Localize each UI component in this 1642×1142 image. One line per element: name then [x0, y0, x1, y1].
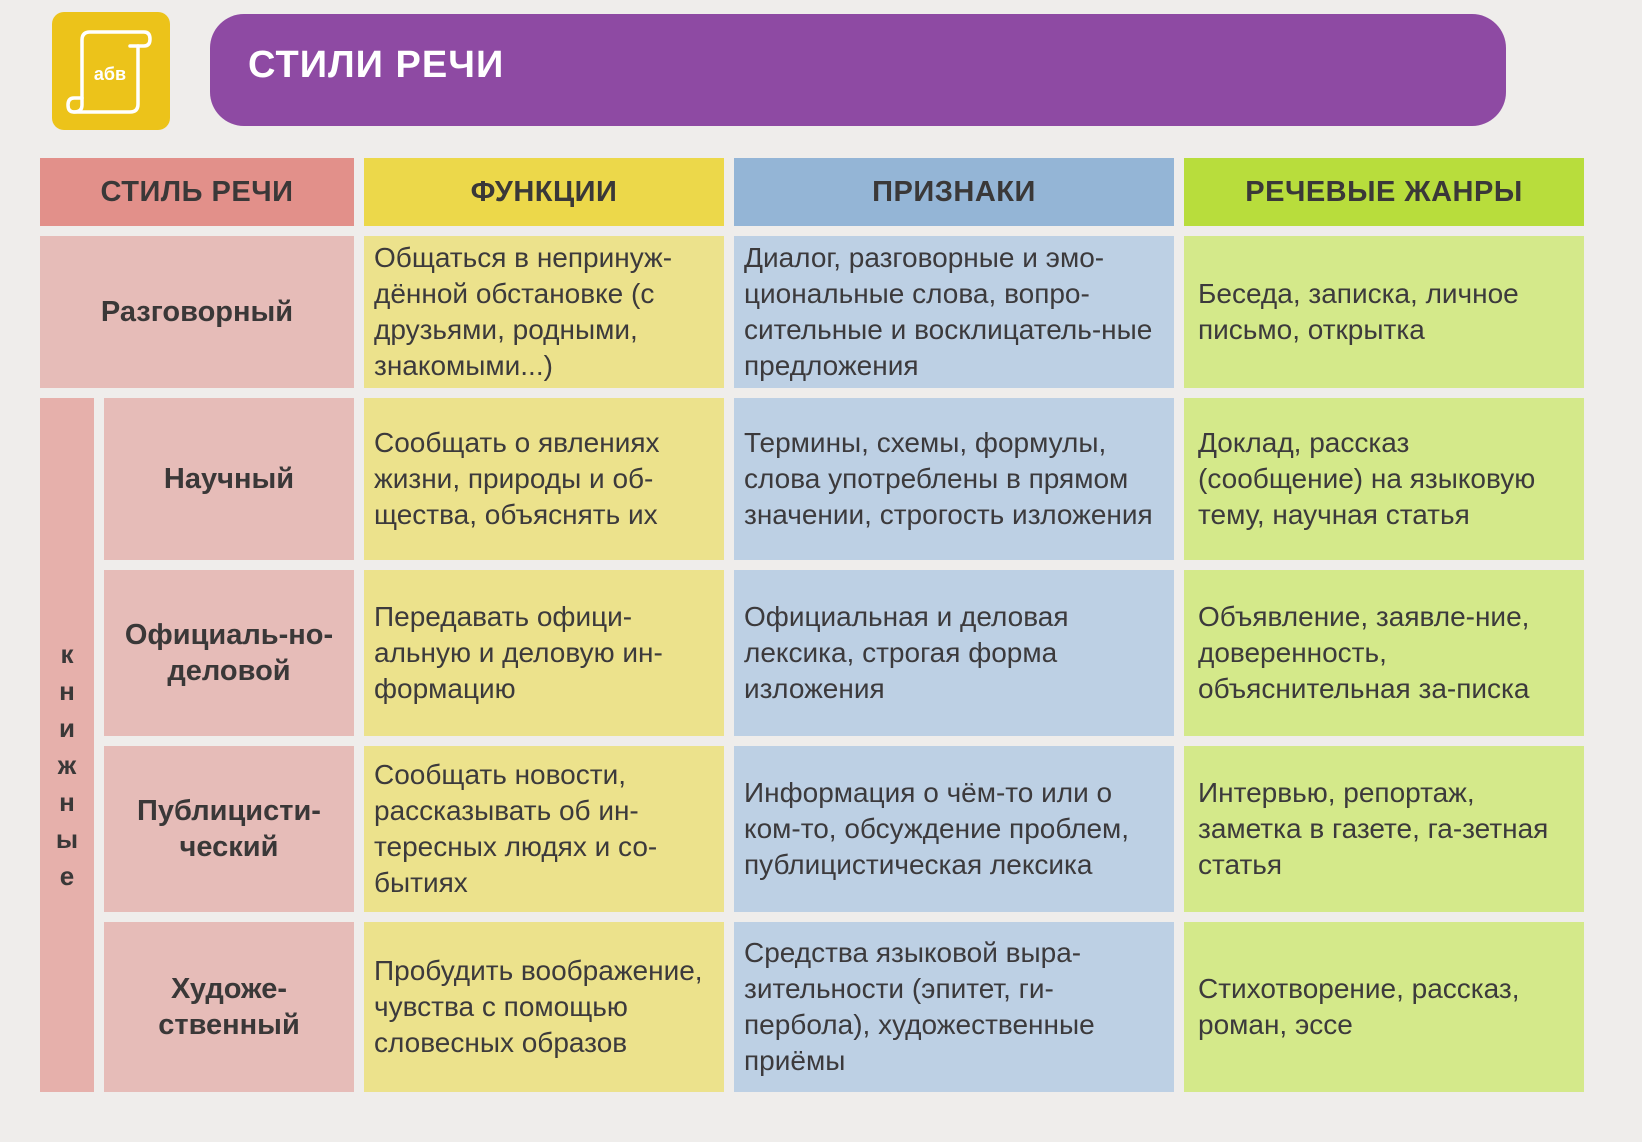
header-style: СТИЛЬ РЕЧИ	[40, 158, 354, 226]
bookish-letter: ы	[55, 823, 79, 854]
bookish-letter: ж	[57, 749, 77, 780]
bookish-letter: к	[60, 638, 74, 669]
speech-styles-table	[40, 158, 1580, 1134]
title-banner	[210, 14, 1506, 126]
style-scientific: Научный	[104, 398, 354, 560]
signs-official: Официальная и деловая лексика, строгая форма изложения	[734, 570, 1174, 736]
signs-conversational: Диалог, разговорные и эмо-циональные слова, вопро-сительные и восклицатель-ные предложения	[734, 236, 1174, 388]
genres-scientific: Доклад, рассказ (сообщение) на языковую тему, научная статья	[1184, 398, 1584, 560]
scroll-icon-graphic	[52, 12, 170, 130]
header-signs: ПРИЗНАКИ	[734, 158, 1174, 226]
style-conversational: Разговорный	[40, 236, 354, 388]
style-journalistic: Публицисти-ческий	[104, 746, 354, 912]
bookish-letter: и	[59, 712, 75, 743]
bookish-letter: н	[59, 786, 75, 817]
genres-journalistic: Интервью, репортаж, заметка в газете, га-зетная статья	[1184, 746, 1584, 912]
logo-text: абв	[93, 64, 127, 84]
functions-journalistic: Сообщать новости, рассказывать об ин-тересных людях и со-бытиях	[364, 746, 724, 912]
bookish-letter: е	[59, 860, 75, 891]
bookish-letter: н	[59, 675, 75, 706]
genres-official: Объявление, заявле-ние, доверенность, объяснительная за-писка	[1184, 570, 1584, 736]
functions-scientific: Сообщать о явлениях жизни, природы и об-щества, объяснять их	[364, 398, 724, 560]
functions-artistic: Пробудить воображение, чувства с помощью словесных образов	[364, 922, 724, 1092]
style-official: Официаль-но-деловой	[104, 570, 354, 736]
bookish-styles-label	[40, 398, 94, 1092]
functions-official: Передавать офици-альную и деловую ин-формацию	[364, 570, 724, 736]
header-genres: РЕЧЕВЫЕ ЖАНРЫ	[1184, 158, 1584, 226]
style-artistic: Художе-ственный	[104, 922, 354, 1092]
signs-scientific: Термины, схемы, формулы, слова употреблены в прямом значении, строгость изложения	[734, 398, 1174, 560]
signs-artistic: Средства языковой выра-зительности (эпитет, ги-пербола), художественные приёмы	[734, 922, 1174, 1092]
signs-journalistic: Информация о чём-то или о ком-то, обсуждение проблем, публицистическая лексика	[734, 746, 1174, 912]
functions-conversational: Общаться в непринуж-дённой обстановке (с друзьями, родными, знакомыми...)	[364, 236, 724, 388]
book-scroll-icon	[52, 12, 170, 130]
genres-artistic: Стихотворение, рассказ, роман, эссе	[1184, 922, 1584, 1092]
page-title: СТИЛИ РЕЧИ	[248, 43, 505, 86]
header-functions: ФУНКЦИИ	[364, 158, 724, 226]
genres-conversational: Беседа, записка, личное письмо, открытка	[1184, 236, 1584, 388]
